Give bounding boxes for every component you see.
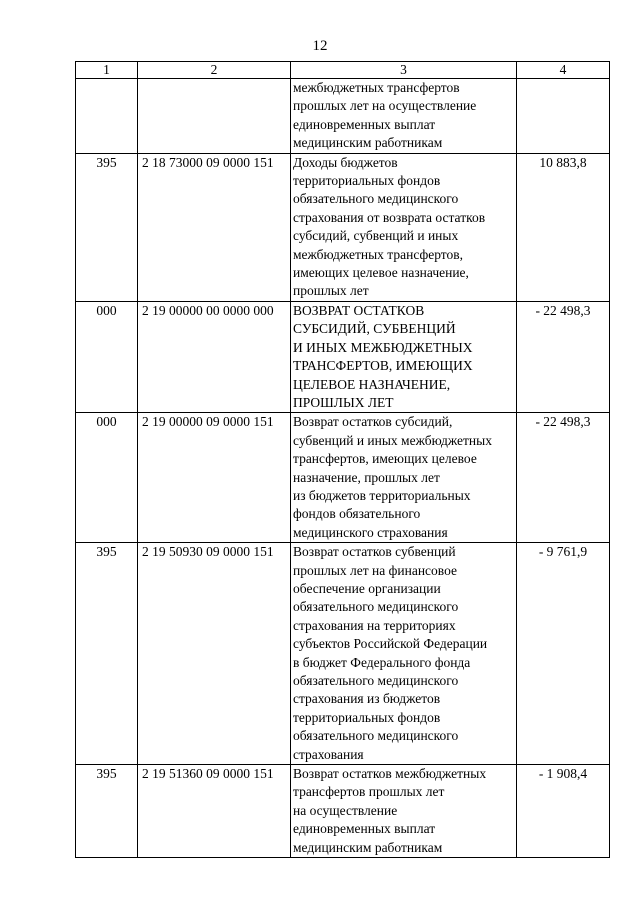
kbk-code-cell: 2 19 50930 09 0000 151	[138, 543, 291, 765]
income-name-line: страхования от возврата остатков	[293, 209, 486, 225]
income-name-line: трансфертов, имеющих целевое	[293, 451, 477, 467]
budget-table	[75, 61, 610, 858]
table-header-row	[76, 62, 610, 79]
income-name-line: ПРОШЛЫХ ЛЕТ	[293, 394, 394, 410]
income-name-line: прошлых лет на осуществление	[293, 98, 477, 114]
income-name-line: обязательного медицинского	[293, 728, 459, 744]
income-name-line: единовременных выплат	[293, 116, 436, 132]
income-name-line: межбюджетных трансфертов,	[293, 246, 464, 262]
income-name-line: СУБСИДИЙ, СУБВЕНЦИЙ	[293, 321, 456, 337]
amount-cell: - 9 761,9	[517, 543, 610, 765]
income-name-line: фондов обязательного	[293, 506, 421, 522]
table-body	[76, 62, 610, 858]
header-col-4: 4	[517, 62, 610, 79]
income-name-line: обязательного медицинского	[293, 673, 459, 688]
income-name-line: обязательного медицинского	[293, 191, 459, 207]
income-name-line: имеющих целевое назначение,	[293, 265, 469, 281]
income-name-line: межбюджетных трансфертов	[293, 80, 460, 95]
income-name-line: из бюджетов территориальных	[293, 487, 471, 503]
income-name-line: медицинским работникам	[293, 135, 443, 151]
amount-cell: 10 883,8	[517, 153, 610, 301]
income-name-cell	[291, 153, 517, 301]
kbk-code-cell: 2 19 51360 09 0000 151	[138, 765, 291, 858]
admin-code-cell: 000	[76, 301, 138, 412]
amount-cell: - 22 498,3	[517, 301, 610, 412]
kbk-code-cell: 2 19 00000 09 0000 151	[138, 413, 291, 543]
table-row	[76, 153, 610, 301]
income-name-line: ТРАНСФЕРТОВ, ИМЕЮЩИХ	[293, 358, 473, 374]
income-name-line: страхования	[293, 746, 364, 762]
income-name-line: назначение, прошлых лет	[293, 469, 440, 485]
income-name-cell	[291, 79, 517, 154]
income-name-line: страхования из бюджетов	[293, 691, 441, 707]
income-name-line: медицинского страхования	[293, 524, 448, 540]
income-name-line: Возврат остатков субвенций	[293, 544, 456, 560]
admin-code-cell: 395	[76, 153, 138, 301]
amount-cell	[517, 79, 610, 154]
header-col-3: 3	[291, 62, 517, 79]
header-col-1: 1	[76, 62, 138, 79]
income-name-line: территориальных фондов	[293, 173, 441, 189]
income-name-cell	[291, 543, 517, 765]
income-name-line: субвенций и иных межбюджетных	[293, 432, 492, 448]
income-name-line: страхования на территориях	[293, 617, 456, 633]
income-name-line: Доходы бюджетов	[293, 154, 398, 170]
table-row	[76, 79, 610, 154]
admin-code-cell: 000	[76, 413, 138, 543]
income-name-line: ЦЕЛЕВОЕ НАЗНАЧЕНИЕ,	[293, 376, 451, 392]
kbk-code-cell	[138, 79, 291, 154]
amount-cell: - 1 908,4	[517, 765, 610, 858]
income-name-line: прошлых лет	[293, 283, 369, 299]
table-row	[76, 765, 610, 858]
header-col-2: 2	[138, 62, 291, 79]
income-name-cell	[291, 765, 517, 858]
income-name-cell	[291, 413, 517, 543]
amount-cell: - 22 498,3	[517, 413, 610, 543]
income-name-line: единовременных выплат	[293, 821, 436, 837]
income-name-line: субъектов Российской Федерации	[293, 636, 488, 652]
income-name-line: субсидий, субвенций и иных	[293, 228, 459, 244]
table-row	[76, 301, 610, 412]
income-name-line: Возврат остатков межбюджетных	[293, 766, 487, 782]
income-name-line: в бюджет Федерального фонда	[293, 654, 471, 670]
income-name-line: трансфертов прошлых лет	[293, 784, 445, 800]
income-name-line: прошлых лет на финансовое	[293, 562, 457, 578]
admin-code-cell	[76, 79, 138, 154]
kbk-code-cell: 2 19 00000 00 0000 000	[138, 301, 291, 412]
admin-code-cell: 395	[76, 765, 138, 858]
kbk-code-cell: 2 18 73000 09 0000 151	[138, 153, 291, 301]
income-name-line: обеспечение организации	[293, 580, 441, 596]
table-row	[76, 413, 610, 543]
admin-code-cell: 395	[76, 543, 138, 765]
income-name-line: Возврат остатков субсидий,	[293, 414, 453, 430]
page-number: 12	[312, 38, 328, 54]
income-name-line: обязательного медицинского	[293, 599, 459, 615]
income-name-line: на осуществление	[293, 802, 398, 818]
income-name-line: территориальных фондов	[293, 709, 441, 725]
income-name-line: ВОЗВРАТ ОСТАТКОВ	[293, 302, 425, 318]
income-name-cell	[291, 301, 517, 412]
income-name-line: медицинским работникам	[293, 839, 443, 855]
table-row	[76, 543, 610, 765]
income-name-line: И ИНЫХ МЕЖБЮДЖЕТНЫХ	[293, 339, 473, 355]
